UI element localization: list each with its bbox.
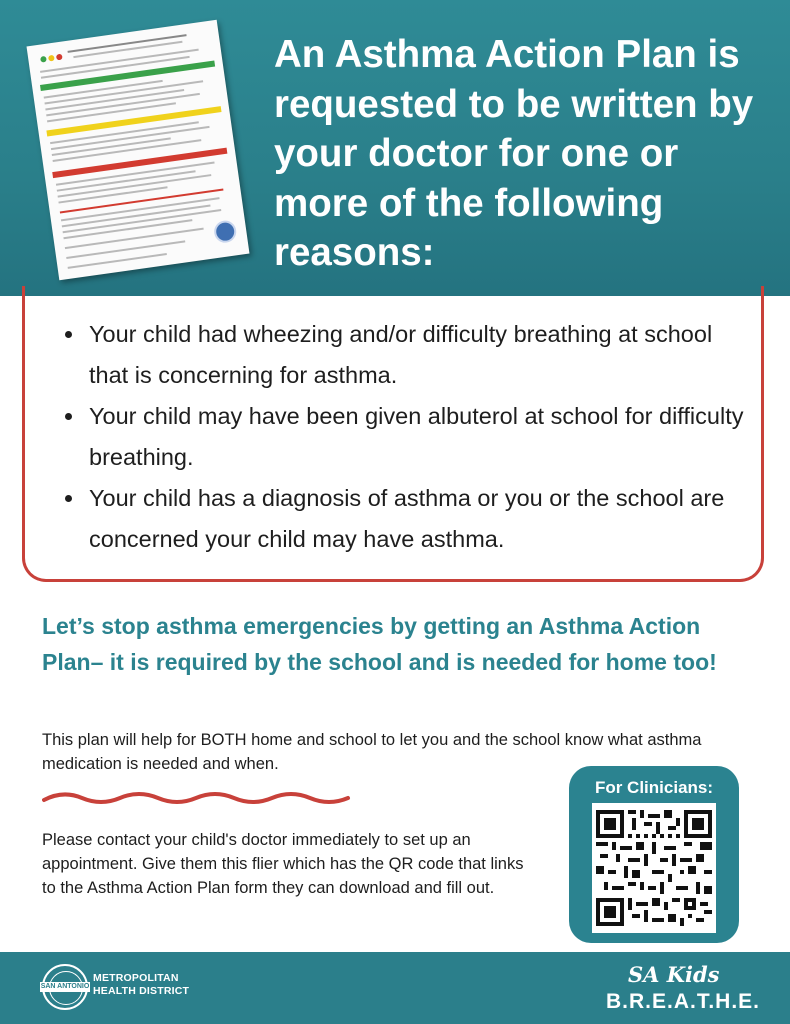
city-seal-icon [42, 964, 88, 1010]
page-headline: An Asthma Action Plan is requested to be written by your doctor for one or more of the following reasons: [274, 33, 754, 274]
clinicians-qr-card[interactable] [569, 766, 739, 943]
clinicians-label: For Clinicians: [594, 778, 714, 797]
tagline: Let’s stop asthma emergencies by getting an Asthma Action Plan– it is required by the school and is needed for home too! [42, 613, 717, 675]
reason-text: Your child had wheezing and/or difficulty breathing at school that is concerning for asthma. [89, 321, 713, 388]
plan-description: This plan will help for BOTH home and school to let you and the school know what asthma medication is needed and when. [42, 731, 702, 773]
breathe-text: B.R.E.A.T.H.E. [606, 990, 761, 1013]
reasons-list [65, 314, 755, 560]
reason-text: Your child has a diagnosis of asthma or you or the school are concerned your child may have asthma. [89, 485, 725, 552]
reason-item [65, 478, 755, 560]
seal-icon [213, 219, 238, 244]
sa-kids-breathe-logo [598, 958, 761, 1020]
reason-item [65, 314, 755, 396]
health-district-name [93, 972, 203, 998]
reason-text: Your child may have been given albuterol at school for difficulty breathing. [89, 403, 744, 470]
org-line-1: METROPOLITAN [93, 972, 179, 984]
qr-code-icon[interactable] [592, 803, 716, 933]
sa-kids-text: SA Kids [628, 962, 720, 987]
contact-instructions: Please contact your child's doctor immediately to set up an appointment. Give them this flier which has the QR code that links to the Asthma Action Plan form they can download and fill out. [42, 831, 524, 897]
asthma-action-plan-thumbnail [27, 20, 250, 280]
bullet-icon [65, 331, 72, 338]
squiggle-divider [42, 788, 358, 808]
reason-item [65, 396, 755, 478]
seal-text: SAN ANTONIO [40, 983, 90, 990]
reasons-box [22, 286, 764, 582]
org-line-2: HEALTH DISTRICT [93, 985, 190, 997]
bullet-icon [65, 495, 72, 502]
footer-bar [0, 952, 790, 1024]
header-banner [0, 0, 790, 296]
bullet-icon [65, 413, 72, 420]
